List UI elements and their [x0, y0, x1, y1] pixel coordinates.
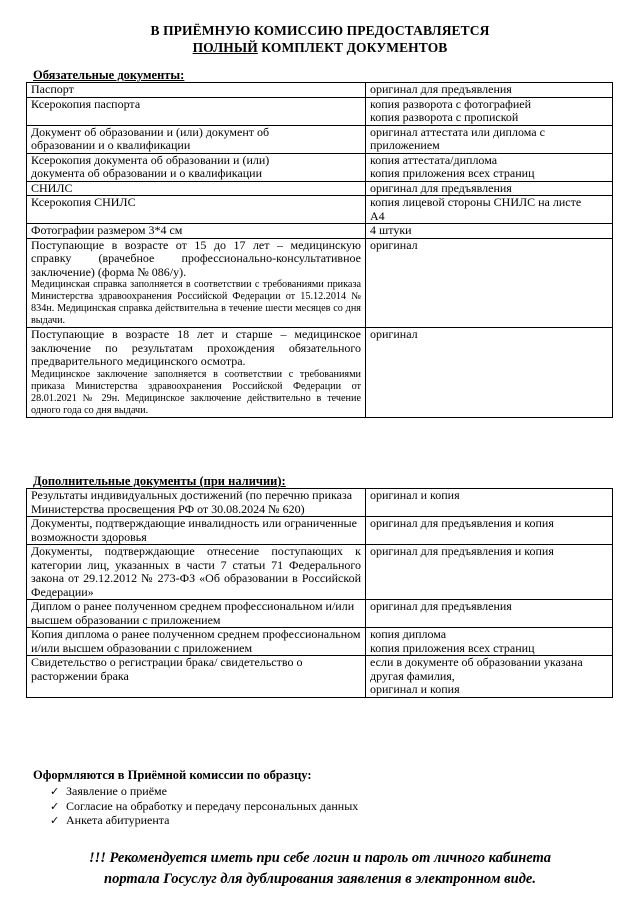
additional-documents-table [26, 488, 613, 698]
requirement-text: копия разворота с пропиской [370, 110, 519, 124]
requirement-text: приложением [370, 138, 440, 152]
title-line-2 [0, 39, 640, 56]
table-row [27, 97, 613, 125]
document-cell [27, 224, 366, 239]
requirement-cell [366, 238, 613, 328]
forms-heading: Оформляются в Приёмной комиссии по образцу: [33, 768, 312, 782]
document-cell [27, 489, 366, 517]
document-note: Медицинское заключение заполняется в соответствии с требованиями приказа Министерства здравоохранения Российской Федерации от 28.01.2021 № 29н. Медицинское заключение действительно в течение одного года со дня выдачи. [31, 368, 361, 416]
table-row [27, 224, 613, 239]
requirement-text: оригинал и копия [370, 488, 460, 502]
requirement-text: оригинал для предъявления [370, 599, 512, 613]
requirement-text: А4 [370, 208, 385, 223]
document-text: Поступающие в возрасте от 15 до 17 лет – медицинскую справку (врачебное профессионально-консультативное заключение) (форма № 086/у). [31, 238, 361, 279]
title-line-2-rest: КОМПЛЕКТ ДОКУМЕНТОВ [257, 40, 448, 55]
document-cell [27, 97, 366, 125]
table-row [27, 489, 613, 517]
document-cell [27, 153, 366, 181]
document-text: Ксерокопия СНИЛС [31, 195, 136, 209]
requirement-text: копия аттестата/диплома [370, 153, 498, 167]
document-cell [27, 196, 366, 224]
requirement-text: копия приложения всех страниц [370, 640, 535, 655]
list-item: ✓ Заявление о приёме [50, 784, 167, 798]
document-text: Документы, подтверждающие отнесение поступающих к категории лиц, указанных в части 7 статьи 71 Федерального закона от 29.12.2012 № 273-ФЗ «Об образовании в Российской Федерации» [31, 544, 361, 599]
requirement-text: копия разворота с фотографией [370, 97, 532, 111]
requirement-text: оригинал для предъявления [370, 181, 512, 195]
document-cell [27, 600, 366, 628]
requirement-text: если в документе об образовании указана [370, 655, 583, 669]
checkmark-icon: ✓ [50, 800, 60, 813]
forms-list [50, 784, 358, 828]
requirement-text: оригинал для предъявления и копия [370, 516, 554, 530]
document-cell [27, 628, 366, 656]
document-text: Диплом о ранее полученном среднем профессиональном и/или высшем образовании с приложением [31, 599, 355, 627]
requirement-cell [366, 153, 613, 181]
requirement-cell [366, 83, 613, 98]
recommendation-note [20, 848, 620, 890]
requirement-cell [366, 196, 613, 224]
table-row [27, 600, 613, 628]
requirement-text: другая фамилия, [370, 668, 455, 683]
requirement-cell [366, 328, 613, 418]
list-item: ✓ Согласие на обработку и передачу персональных данных [50, 798, 359, 813]
requirement-cell [366, 600, 613, 628]
requirement-text: копия лицевой стороны СНИЛС на листе [370, 195, 582, 209]
requirement-cell [366, 181, 613, 196]
document-text: документа об образовании и о квалификации [31, 166, 263, 180]
required-documents-body [27, 83, 613, 418]
requirement-cell [366, 97, 613, 125]
required-documents-table [26, 82, 613, 418]
document-note: Медицинская справка заполняется в соответствии с требованиями приказа Министерства здравоохранения Российской Федерации от 15.12.2014 № 834н. Медицинская справка действительна в течение шести месяцев со дня выдачи. [31, 279, 361, 326]
document-text: Ксерокопия документа об образовании и (или) [31, 153, 270, 167]
document-cell [27, 181, 366, 196]
table-row [27, 545, 613, 600]
requirement-cell [366, 489, 613, 517]
document-text: образовании и о квалификации [31, 138, 191, 152]
requirement-cell [366, 628, 613, 656]
document-text: Документы, подтверждающие инвалидность или ограниченные возможности здоровья [31, 516, 357, 544]
document-cell [27, 545, 366, 600]
table-row [27, 196, 613, 224]
requirement-cell [366, 656, 613, 698]
requirement-cell [366, 125, 613, 153]
requirement-text: оригинал аттестата или диплома с [370, 125, 545, 139]
document-cell [27, 656, 366, 698]
title-line-1: В ПРИЁМНУЮ КОМИССИЮ ПРЕДОСТАВЛЯЕТСЯ [150, 23, 490, 38]
document-text: Свидетельство о регистрации брака/ свидетельство о расторжении брака [31, 655, 303, 683]
table-row [27, 628, 613, 656]
checkmark-icon: ✓ [50, 815, 60, 827]
requirement-cell [366, 224, 613, 239]
title-underlined-word: ПОЛНЫЙ [192, 40, 258, 55]
table-row [27, 328, 613, 418]
requirement-text: оригинал [370, 327, 418, 341]
document-cell [27, 83, 366, 98]
page-title [0, 22, 640, 56]
table-row [27, 656, 613, 698]
document-text: Фотографии размером 3*4 см [31, 223, 183, 237]
requirement-text: копия приложения всех страниц [370, 166, 535, 180]
document-cell [27, 328, 366, 418]
document-text: Паспорт [31, 82, 74, 96]
table-row [27, 83, 613, 98]
requirement-text: оригинал для предъявления [370, 82, 512, 96]
document-cell [27, 238, 366, 328]
requirement-text: оригинал и копия [370, 682, 460, 696]
document-text: Поступающие в возрасте 18 лет и старше – медицинское заключение по результатам прохождения обязательного предварительного медицинского осмотра. [31, 327, 361, 368]
recommendation-line-2: портала Госуслуг для дублирования заявления в электронном виде. [104, 871, 536, 887]
table-row [27, 238, 613, 328]
document-text: Документ об образовании и (или) документ об [31, 125, 270, 139]
table-row [27, 125, 613, 153]
table-row [27, 517, 613, 545]
requirement-cell [366, 517, 613, 545]
checkmark-icon: ✓ [50, 786, 60, 798]
recommendation-line-1: !!! Рекомендуется иметь при себе логин и пароль от личного кабинета [88, 850, 552, 866]
requirement-text: оригинал [370, 238, 418, 252]
requirement-text: 4 штуки [370, 223, 412, 237]
document-text: СНИЛС [31, 181, 73, 195]
document-cell [27, 125, 366, 153]
table-row [27, 153, 613, 181]
requirement-text: оригинал для предъявления и копия [370, 544, 554, 558]
document-cell [27, 517, 366, 545]
required-documents-heading: Обязательные документы: [33, 68, 185, 82]
document-text: Результаты индивидуальных достижений (по перечню приказа Министерства просвещения РФ от 30.08.2024 № 620) [31, 488, 353, 516]
document-text: Ксерокопия паспорта [31, 97, 141, 111]
requirement-cell [366, 545, 613, 600]
requirement-text: копия диплома [370, 627, 447, 641]
additional-documents-body [27, 489, 613, 698]
table-row [27, 181, 613, 196]
list-item: ✓ Анкета абитуриента [50, 813, 170, 827]
document-text: Копия диплома о ранее полученном среднем профессиональном и/или высшем образовании с приложением [31, 627, 361, 655]
additional-documents-heading: Дополнительные документы (при наличии): [33, 474, 286, 488]
